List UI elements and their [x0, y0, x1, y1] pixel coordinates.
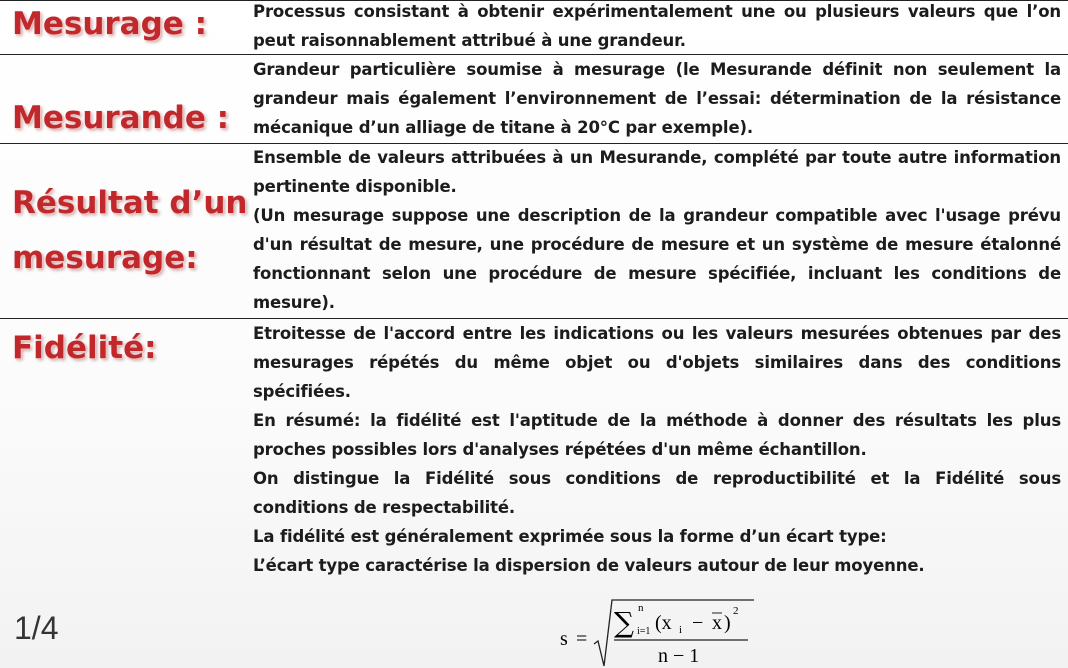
term-mesurage: Mesurage :: [12, 6, 208, 42]
definition-resultat: [253, 143, 1061, 317]
formula-xbar: x: [712, 612, 722, 634]
definition-paragraph: La fidélité est généralement exprimée sous la forme d’un écart type:: [253, 527, 887, 546]
term-resultat-line2: mesurage:: [12, 240, 198, 276]
definition-paragraph: En résumé: la fidélité est l'aptitude de la méthode à donner des résultats les plus proches possibles lors d'analyses répétées d'un même échantillon.: [253, 411, 1061, 459]
definition-paragraph: (Un mesurage suppose une description de la grandeur compatible avec l'usage prévu d'un résultat de mesure, une procédure de mesure et un système de mesure étalonné fonctionnant selon une procédure de mesure spécifiée, incluant les conditions de mesure).: [253, 206, 1061, 312]
formula-numerator-body: (x: [655, 612, 672, 634]
definition-mesurage: [253, 0, 1061, 55]
standard-deviation-formula: [558, 594, 758, 668]
definition-paragraph: L’écart type caractérise la dispersion de valeurs autour de leur moyenne.: [253, 556, 925, 575]
formula-equals: =: [576, 628, 588, 650]
formula-minus: −: [692, 612, 704, 634]
formula-lhs: s: [560, 628, 568, 650]
definition-fidelite: [253, 319, 1061, 580]
formula-power: 2: [733, 605, 739, 617]
term-fidelite: Fidélité:: [12, 330, 157, 366]
formula-sum-upper: n: [638, 602, 644, 614]
formula-sum: ∑: [614, 606, 634, 639]
term-resultat-line1: Résultat d’un: [12, 185, 248, 221]
definition-paragraph: Grandeur particulière soumise à mesurage (le Mesurande définit non seulement la grandeur mais également l’environnement de l’essai: détermination de la résistance mécanique d’un alliage de titane à 20°C par exemple).: [253, 60, 1061, 137]
definition-mesurande: [253, 55, 1061, 142]
formula-sub-i: i: [679, 624, 683, 636]
definition-paragraph: On distingue la Fidélité sous conditions de reproductibilité et la Fidélité sous conditions de respectabilité.: [253, 469, 1061, 517]
definition-paragraph: Ensemble de valeurs attribuées à un Mesurande, complété par toute autre information pertinente disponible.: [253, 148, 1061, 196]
page-number: 1/4: [14, 610, 59, 646]
formula-close-paren: ): [724, 612, 731, 634]
formula-denominator: n − 1: [658, 645, 700, 667]
definition-paragraph: Processus consistant à obtenir expérimentalement une ou plusieurs valeurs que l’on peut raisonnablement attribué à une grandeur.: [253, 2, 1061, 50]
definition-paragraph: Etroitesse de l'accord entre les indications ou les valeurs mesurées obtenues par des mesurages répétés du même objet ou d'objets similaires dans des conditions spécifiées.: [253, 324, 1061, 401]
formula-sum-lower: i=1: [637, 626, 651, 637]
term-mesurande: Mesurande :: [12, 100, 230, 136]
